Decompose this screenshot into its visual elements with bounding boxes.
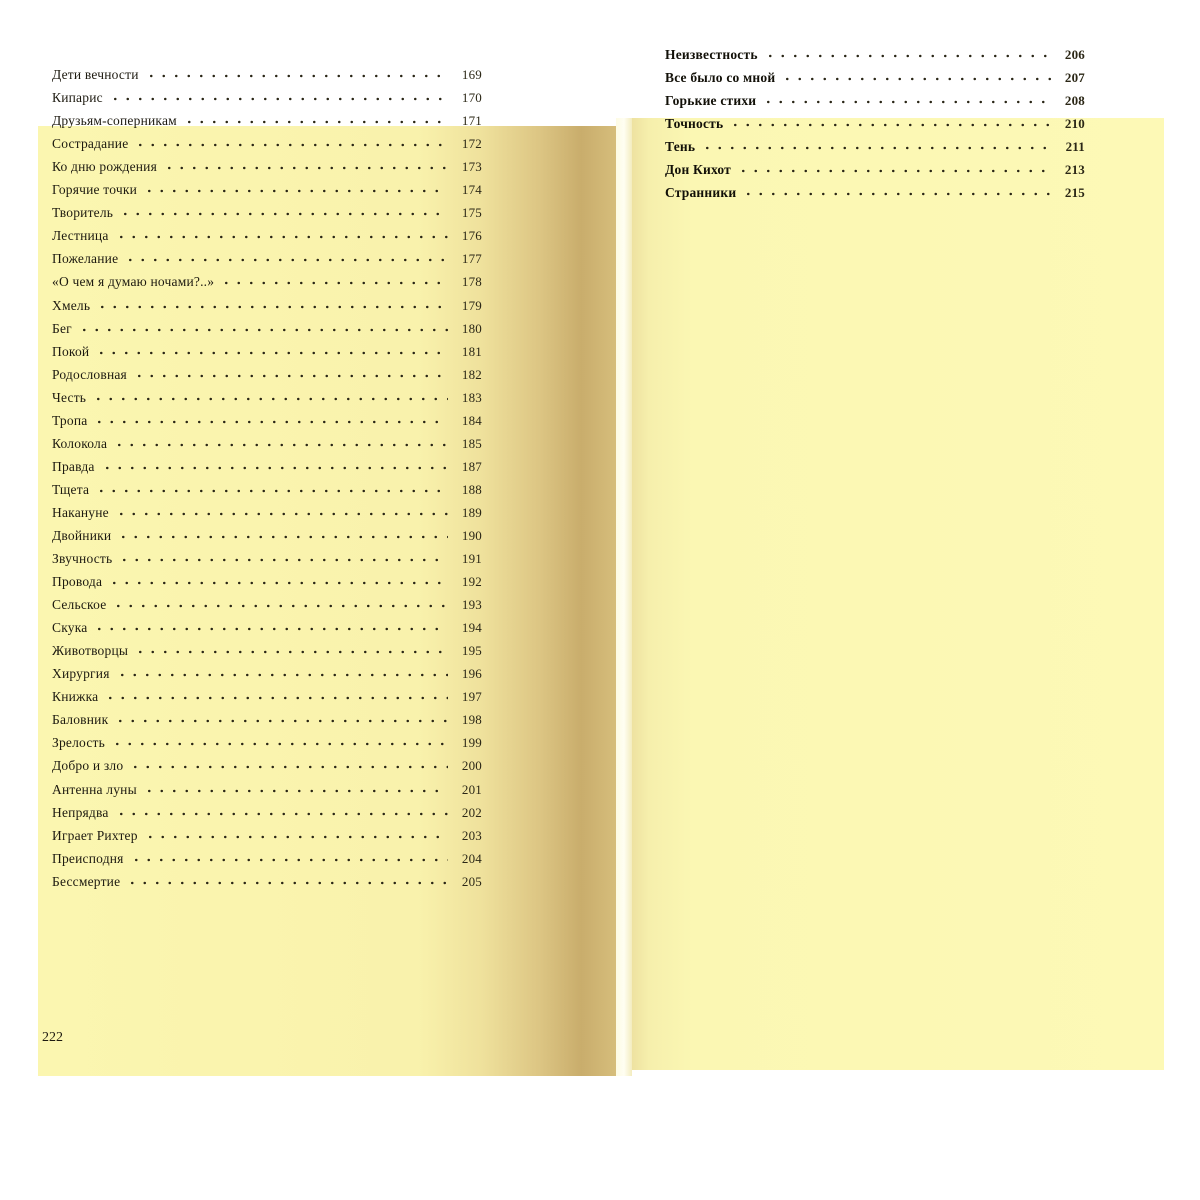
dot-leader bbox=[163, 165, 448, 171]
dot-leader bbox=[93, 626, 448, 632]
dot-leader bbox=[111, 741, 448, 747]
toc-entry bbox=[665, 178, 1085, 201]
toc-entry bbox=[52, 290, 482, 313]
toc-entry bbox=[52, 406, 482, 429]
toc-entry-title: Правда bbox=[52, 458, 95, 474]
toc-entry bbox=[52, 83, 482, 106]
toc-entry-page-number: 201 bbox=[461, 781, 482, 797]
toc-entry-title: Баловник bbox=[52, 712, 109, 728]
dot-leader bbox=[737, 168, 1051, 174]
toc-entry-title: Тень bbox=[665, 139, 696, 155]
toc-entry-page-number: 175 bbox=[461, 205, 482, 221]
page-number: 222 bbox=[42, 1030, 63, 1045]
toc-entry-title: Антенна луны bbox=[52, 781, 137, 797]
toc-entry-title: Творитель bbox=[52, 205, 114, 221]
dot-leader bbox=[117, 534, 448, 540]
toc-entry bbox=[52, 360, 482, 383]
toc-entry bbox=[52, 337, 482, 360]
toc-entry-page-number: 170 bbox=[461, 90, 482, 106]
toc-entry-title: Хирургия bbox=[52, 666, 110, 682]
toc-entry bbox=[665, 155, 1085, 178]
dot-leader bbox=[729, 122, 1051, 128]
toc-entry-page-number: 206 bbox=[1064, 47, 1085, 63]
dot-leader bbox=[95, 488, 448, 494]
toc-list-left bbox=[52, 60, 482, 890]
dot-leader bbox=[109, 96, 448, 102]
dot-leader bbox=[118, 557, 448, 563]
toc-entry bbox=[52, 221, 482, 244]
dot-leader bbox=[104, 695, 448, 701]
dot-leader bbox=[220, 280, 448, 286]
toc-entry-title: Покой bbox=[52, 343, 90, 359]
toc-entry-page-number: 176 bbox=[461, 228, 482, 244]
dot-leader bbox=[762, 99, 1051, 105]
toc-entry-title: Хмель bbox=[52, 297, 91, 313]
toc-entry-title: Книжка bbox=[52, 689, 99, 705]
toc-entry bbox=[52, 244, 482, 267]
toc-entry-page-number: 174 bbox=[461, 182, 482, 198]
toc-entry-page-number: 203 bbox=[461, 827, 482, 843]
dot-leader bbox=[108, 580, 448, 586]
toc-entry-page-number: 179 bbox=[461, 297, 482, 313]
toc-entry bbox=[52, 475, 482, 498]
toc-entry-title: Все было со мной bbox=[665, 70, 776, 86]
dot-leader bbox=[92, 396, 448, 402]
toc-entry-page-number: 182 bbox=[461, 366, 482, 382]
toc-entry-page-number: 184 bbox=[461, 412, 482, 428]
dot-leader bbox=[78, 327, 448, 333]
toc-entry bbox=[52, 821, 482, 844]
toc-entry-page-number: 194 bbox=[461, 620, 482, 636]
toc-entry-page-number: 210 bbox=[1064, 116, 1085, 132]
toc-entry bbox=[52, 844, 482, 867]
toc-entry bbox=[52, 867, 482, 890]
toc-entry-page-number: 190 bbox=[461, 527, 482, 543]
toc-entry bbox=[52, 267, 482, 290]
toc-entry bbox=[52, 498, 482, 521]
toc-entry-title: Неизвестность bbox=[665, 47, 758, 63]
toc-entry-title: Ко дню рождения bbox=[52, 159, 158, 175]
toc-entry-title: Зрелость bbox=[52, 735, 105, 751]
toc-entry-title: Сострадание bbox=[52, 136, 129, 152]
toc-entry-title: Тщета bbox=[52, 481, 90, 497]
toc-entry-title: Звучность bbox=[52, 551, 113, 567]
toc-entry-page-number: 180 bbox=[461, 320, 482, 336]
toc-entry-page-number: 183 bbox=[461, 389, 482, 405]
dot-leader bbox=[130, 857, 448, 863]
toc-entry-title: Родословная bbox=[52, 366, 127, 382]
toc-entry-title: Лестница bbox=[52, 228, 109, 244]
toc-entry-title: Дон Кихот bbox=[665, 162, 731, 178]
toc-entry-title: Играет Рихтер bbox=[52, 827, 138, 843]
toc-entry-title: Горячие точки bbox=[52, 182, 138, 198]
toc-entry-title: Тропа bbox=[52, 412, 88, 428]
toc-entry bbox=[665, 63, 1085, 86]
toc-entry-page-number: 171 bbox=[461, 113, 482, 129]
dot-leader bbox=[112, 603, 448, 609]
toc-entry-title: Колокола bbox=[52, 435, 108, 451]
toc-entry-page-number: 189 bbox=[461, 504, 482, 520]
dot-leader bbox=[115, 811, 448, 817]
toc-entry bbox=[665, 86, 1085, 109]
toc-entry-page-number: 169 bbox=[461, 67, 482, 83]
dot-leader bbox=[183, 119, 448, 125]
toc-entry-page-number: 181 bbox=[461, 343, 482, 359]
dot-leader bbox=[115, 511, 448, 517]
toc-entry bbox=[52, 705, 482, 728]
toc-entry-title: Непрядва bbox=[52, 804, 109, 820]
toc-entry-page-number: 192 bbox=[461, 574, 482, 590]
toc-entry bbox=[52, 751, 482, 774]
dot-leader bbox=[143, 788, 448, 794]
toc-entry bbox=[665, 132, 1085, 155]
dot-leader bbox=[781, 76, 1051, 82]
toc-entry-page-number: 202 bbox=[461, 804, 482, 820]
toc-entry-title: Накануне bbox=[52, 504, 109, 520]
toc-entry bbox=[52, 682, 482, 705]
dot-leader bbox=[101, 465, 448, 471]
toc-entry bbox=[52, 198, 482, 221]
toc-entry bbox=[52, 60, 482, 83]
dot-leader bbox=[129, 764, 448, 770]
dot-leader bbox=[93, 419, 448, 425]
toc-entry bbox=[52, 659, 482, 682]
book-gutter bbox=[616, 118, 632, 1076]
toc-entry bbox=[52, 314, 482, 337]
toc-entry bbox=[52, 152, 482, 175]
toc-entry bbox=[665, 109, 1085, 132]
right-page bbox=[616, 118, 1164, 1070]
toc-entry bbox=[52, 106, 482, 129]
toc-entry-page-number: 185 bbox=[461, 435, 482, 451]
toc-entry-title: Кипарис bbox=[52, 90, 103, 106]
toc-entry-page-number: 191 bbox=[461, 551, 482, 567]
toc-entry bbox=[665, 40, 1085, 63]
dot-leader bbox=[143, 188, 448, 194]
toc-entry-title: Странники bbox=[665, 185, 737, 201]
toc-entry-page-number: 178 bbox=[461, 274, 482, 290]
toc-entry-title: Животворцы bbox=[52, 643, 129, 659]
toc-entry-page-number: 195 bbox=[461, 643, 482, 659]
dot-leader bbox=[764, 53, 1051, 59]
toc-entry-page-number: 200 bbox=[461, 758, 482, 774]
toc-entry-title: Друзьям-соперникам bbox=[52, 113, 177, 129]
toc-entry bbox=[52, 613, 482, 636]
toc-entry bbox=[52, 544, 482, 567]
toc-entry-page-number: 199 bbox=[461, 735, 482, 751]
toc-entry bbox=[52, 383, 482, 406]
dot-leader bbox=[124, 257, 448, 263]
toc-list-right bbox=[665, 40, 1085, 201]
dot-leader bbox=[119, 211, 448, 217]
toc-entry-title: Скука bbox=[52, 620, 88, 636]
toc-entry-page-number: 187 bbox=[461, 458, 482, 474]
toc-entry-title: «О чем я думаю ночами?..» bbox=[52, 274, 215, 290]
toc-entry bbox=[52, 567, 482, 590]
toc-entry bbox=[52, 429, 482, 452]
toc-entry-title: Точность bbox=[665, 116, 724, 132]
toc-entry bbox=[52, 774, 482, 797]
toc-entry bbox=[52, 728, 482, 751]
dot-leader bbox=[113, 442, 448, 448]
dot-leader bbox=[742, 191, 1051, 197]
dot-leader bbox=[134, 142, 448, 148]
dot-leader bbox=[115, 234, 448, 240]
toc-entry-title: Пожелание bbox=[52, 251, 119, 267]
dot-leader bbox=[96, 304, 448, 310]
toc-entry-page-number: 198 bbox=[461, 712, 482, 728]
dot-leader bbox=[116, 672, 448, 678]
toc-entry bbox=[52, 175, 482, 198]
dot-leader bbox=[126, 880, 448, 886]
dot-leader bbox=[133, 373, 448, 379]
toc-entry bbox=[52, 636, 482, 659]
toc-entry-page-number: 197 bbox=[461, 689, 482, 705]
toc-entry-page-number: 207 bbox=[1064, 70, 1085, 86]
toc-entry-page-number: 215 bbox=[1064, 185, 1085, 201]
toc-entry-title: Горькие стихи bbox=[665, 93, 757, 109]
toc-entry-page-number: 208 bbox=[1064, 93, 1085, 109]
dot-leader bbox=[701, 145, 1051, 151]
toc-entry-page-number: 177 bbox=[461, 251, 482, 267]
toc-entry-title: Бессмертие bbox=[52, 873, 121, 889]
dot-leader bbox=[95, 350, 448, 356]
dot-leader bbox=[144, 834, 448, 840]
toc-entry bbox=[52, 129, 482, 152]
toc-entry-title: Провода bbox=[52, 574, 103, 590]
toc-entry-title: Бег bbox=[52, 320, 72, 336]
toc-entry-title: Двойники bbox=[52, 527, 112, 543]
toc-entry bbox=[52, 521, 482, 544]
toc-entry bbox=[52, 452, 482, 475]
dot-leader bbox=[114, 718, 448, 724]
dot-leader bbox=[134, 649, 448, 655]
toc-entry-page-number: 213 bbox=[1064, 162, 1085, 178]
dot-leader bbox=[145, 73, 448, 79]
toc-entry-title: Дети вечности bbox=[52, 67, 139, 83]
toc-entry bbox=[52, 798, 482, 821]
toc-entry-page-number: 193 bbox=[461, 597, 482, 613]
toc-entry-page-number: 204 bbox=[461, 850, 482, 866]
toc-entry-title: Преисподня bbox=[52, 850, 124, 866]
toc-entry-title: Честь bbox=[52, 389, 87, 405]
toc-entry-page-number: 172 bbox=[461, 136, 482, 152]
toc-entry-title: Добро и зло bbox=[52, 758, 124, 774]
toc-entry bbox=[52, 590, 482, 613]
toc-entry-title: Сельское bbox=[52, 597, 107, 613]
toc-entry-page-number: 211 bbox=[1065, 139, 1085, 155]
toc-entry-page-number: 173 bbox=[461, 159, 482, 175]
toc-entry-page-number: 205 bbox=[461, 873, 482, 889]
toc-entry-page-number: 188 bbox=[461, 481, 482, 497]
toc-entry-page-number: 196 bbox=[461, 666, 482, 682]
